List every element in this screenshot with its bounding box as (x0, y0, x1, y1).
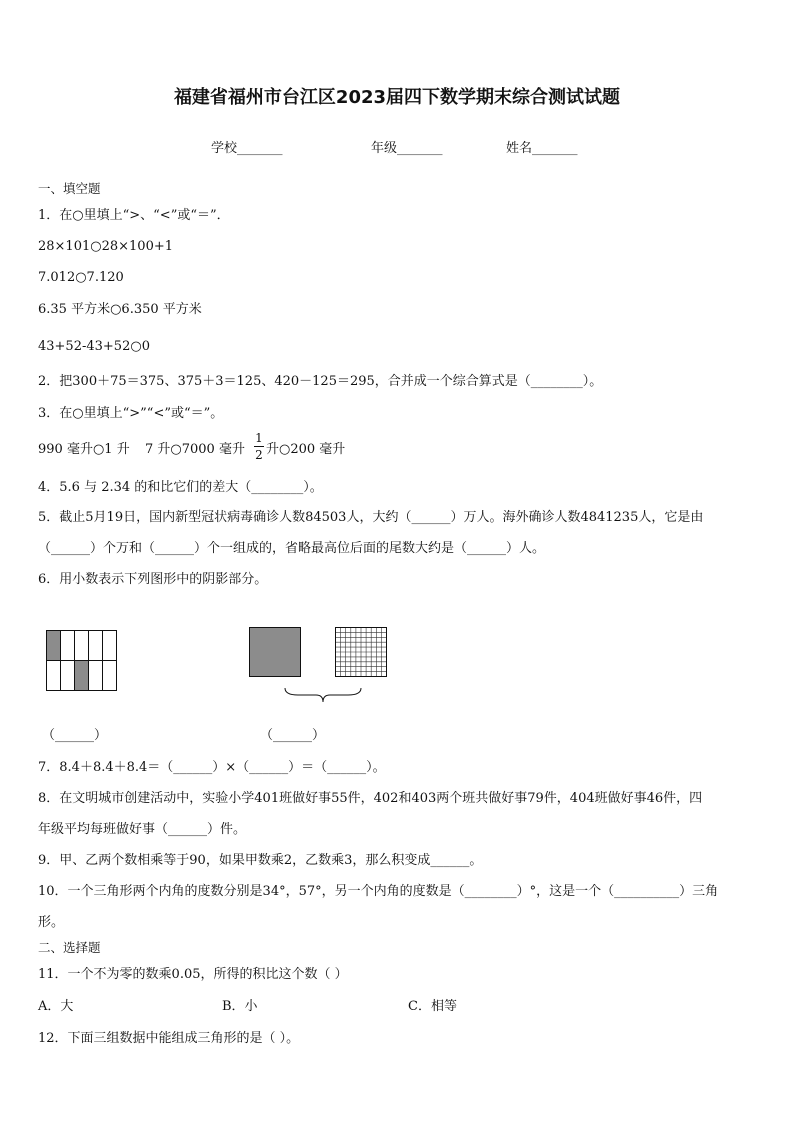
question-8-line-1: 8．在文明城市创建活动中，实验小学401班做好事55件，402和403两个班共做好事79件，404班做好事46件，四 (38, 791, 703, 806)
question-8-line-2: 年级平均每班做好事（______）件。 (38, 822, 247, 837)
question-3-part-c: 升○200 毫升 (266, 442, 346, 457)
question-6-answer-right: （______） (260, 728, 326, 743)
question-1-line-3: 6.35 平方米○6.350 平方米 (38, 302, 202, 317)
hundred-grid-square (334, 626, 388, 678)
school-field: 学校_______ (211, 141, 283, 156)
question-2: 2．把300＋75＝375、375＋3＝125、420－125＝295，合并成一个综合算式是（________）。 (38, 374, 603, 389)
question-9: 9．甲、乙两个数相乘等于90，如果甲数乘2，乙数乘3，那么积变成______。 (38, 853, 483, 868)
grade-field: 年级_______ (371, 141, 443, 156)
question-10-line-2: 形。 (38, 915, 65, 930)
shaded-cell (75, 661, 89, 691)
question-11-option-b: B．小 (222, 999, 258, 1014)
question-1-line-1: 28×101○28×100+1 (38, 239, 174, 254)
fraction-bar (254, 446, 264, 447)
question-12: 12．下面三组数据中能组成三角形的是（ ）。 (38, 1031, 300, 1046)
hundred-grid-lines (336, 628, 387, 677)
section-heading-multiple-choice: 二、选择题 (38, 940, 101, 955)
name-field: 姓名_______ (506, 141, 578, 156)
question-11-option-c: C．相等 (408, 999, 457, 1014)
page-title: 福建省福州市台江区2023届四下数学期末综合测试试题 (173, 87, 621, 108)
fraction-numerator: 1 (255, 431, 263, 445)
question-6-stem: 6．用小数表示下列图形中的阴影部分。 (38, 572, 268, 587)
shaded-square (250, 628, 301, 677)
question-11-option-a: A．大 (38, 999, 74, 1014)
question-3-stem: 3．在○里填上“>”“<”或“＝”。 (38, 406, 224, 421)
fraction-denominator: 2 (255, 448, 263, 462)
question-6-answer-left: （______） (42, 728, 108, 743)
question-3-part-a: 990 毫升○1 升 (38, 442, 130, 457)
question-5-line-1: 5．截止5月19日，国内新型冠状病毒确诊人数84503人，大约（______）万人。海外确诊人数4841235人，它是由 (38, 510, 704, 525)
shaded-cell (47, 631, 61, 661)
rectangle-grid-figure (44, 628, 120, 694)
question-5-line-2: （______）个万和（______）个一组成的，省略最高位后面的尾数大约是（______）人。 (38, 541, 546, 556)
question-1-line-2: 7.012○7.120 (38, 270, 124, 285)
question-10-line-1: 10．一个三角形两个内角的度数分别是34°，57°，另一个内角的度数是（________）°，这是一个（__________）三角 (38, 884, 719, 899)
brace-under-squares (282, 686, 364, 706)
question-1-line-4: 43+52-43+52○0 (38, 339, 150, 354)
question-1-stem: 1．在○里填上“>、“<”或“＝”． (38, 208, 230, 223)
question-4: 4．5.6 与 2.34 的和比它们的差大（________）。 (38, 480, 323, 495)
question-7: 7．8.4＋8.4＋8.4＝（______）×（______）＝（______）。 (38, 760, 386, 775)
half-fraction (254, 432, 264, 461)
question-3-part-b: 7 升○7000 毫升 (145, 442, 245, 457)
question-11-stem: 11．一个不为零的数乘0.05，所得的积比这个数（ ） (38, 967, 348, 982)
section-heading-fill-blank: 一、填空题 (38, 181, 101, 196)
shaded-whole-square (248, 626, 302, 678)
